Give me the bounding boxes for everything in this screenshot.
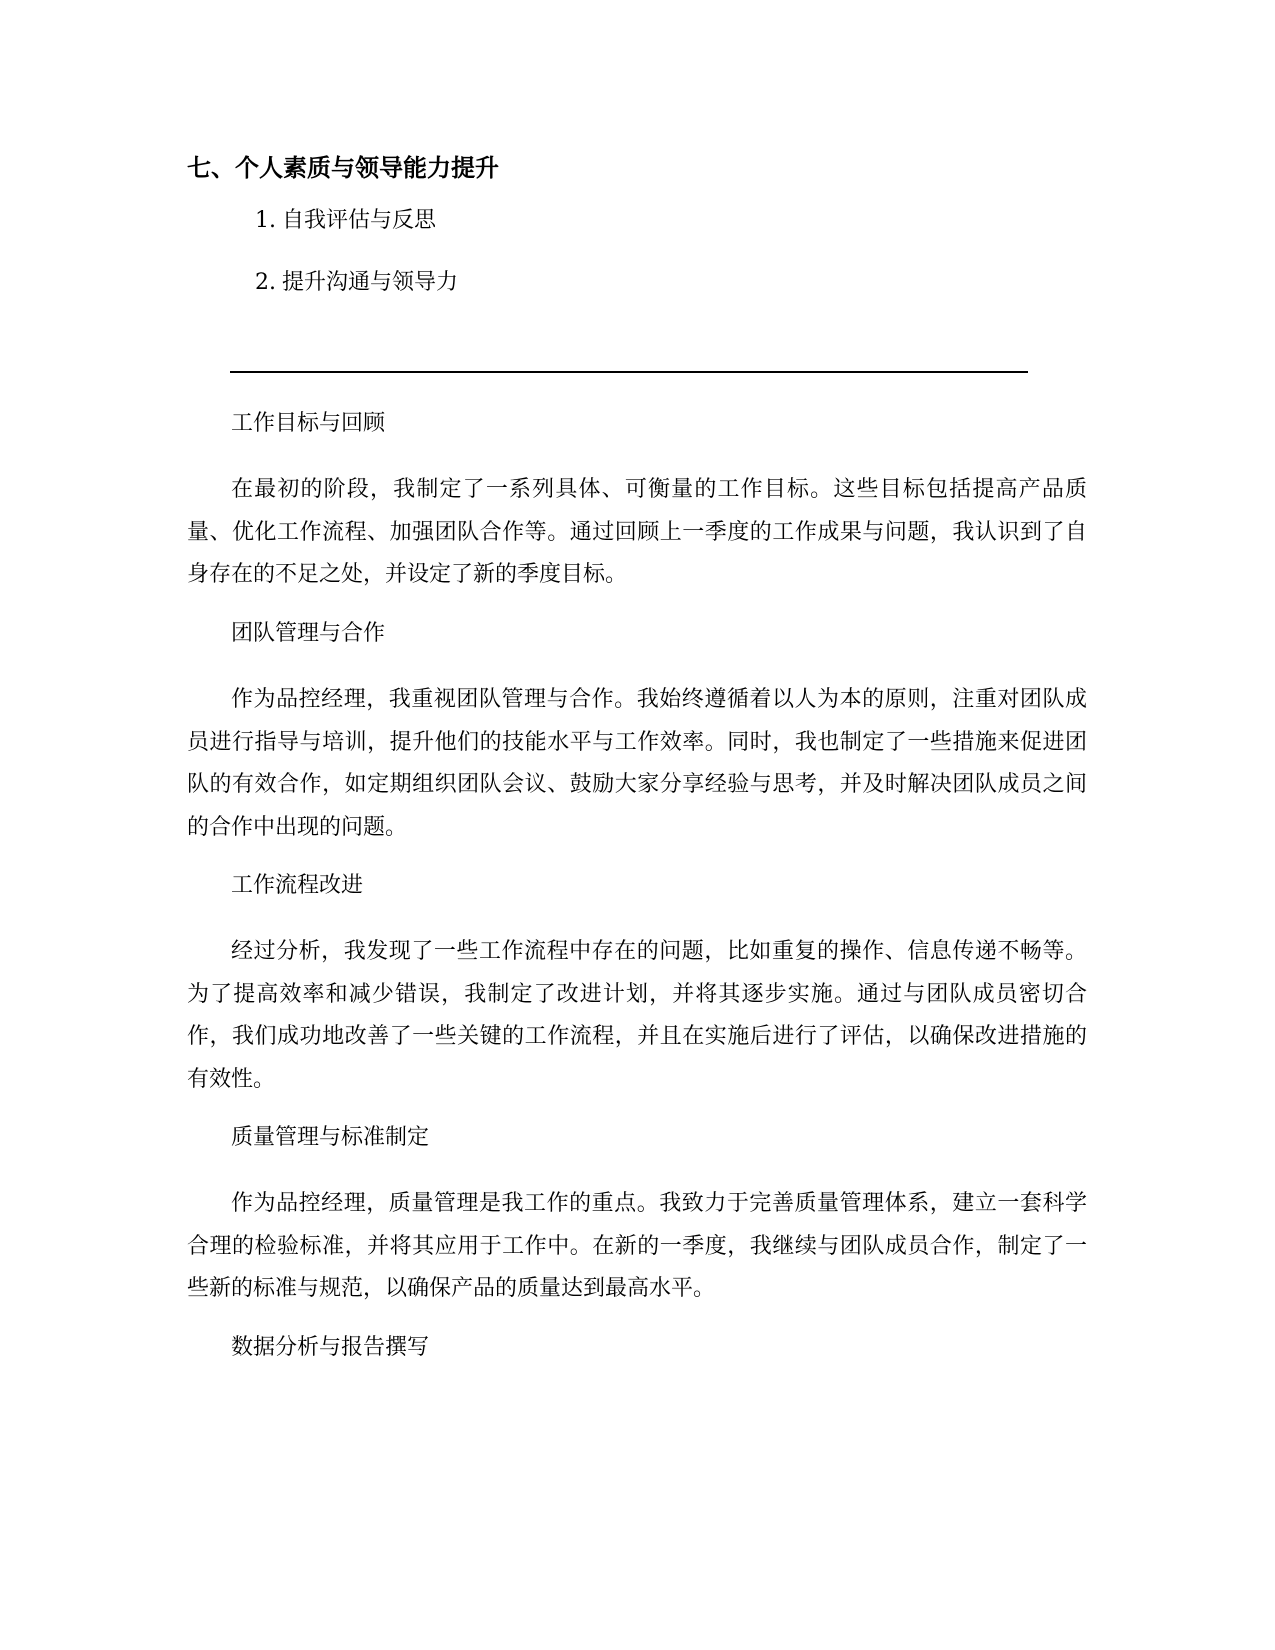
horizontal-rule [230,371,1028,373]
list-item-number: 2. [255,270,276,295]
section-heading: 七、个人素质与领导能力提升 [187,154,499,182]
list-item [255,205,436,237]
section-paragraph: 在最初的阶段，我制定了一系列具体、可衡量的工作目标。这些目标包括提高产品质量、优化工作流程、加强团队合作等。通过回顾上一季度的工作成果与问题，我认识到了自身存在的不足之处，并设定了新的季度目标。 [187,477,1087,587]
section-paragraph: 作为品控经理，我重视团队管理与合作。我始终遵循着以人为本的原则，注重对团队成员进行指导与培训，提升他们的技能水平与工作效率。同时，我也制定了一些措施来促进团队的有效合作，如定期组织团队会议、鼓励大家分享经验与思考，并及时解决团队成员之间的合作中出现的问题。 [187,687,1087,840]
section-title: 工作目标与回顾 [231,411,386,436]
list-item [255,267,458,299]
section-paragraph: 经过分析，我发现了一些工作流程中存在的问题，比如重复的操作、信息传递不畅等。为了提高效率和减少错误，我制定了改进计划，并将其逐步实施。通过与团队成员密切合作，我们成功地改善了一些关键的工作流程，并且在实施后进行了评估，以确保改进措施的有效性。 [187,939,1087,1092]
section-title: 团队管理与合作 [231,621,386,646]
section-title: 数据分析与报告撰写 [231,1335,430,1360]
section-title: 质量管理与标准制定 [231,1125,430,1150]
list-item-text: 提升沟通与领导力 [282,270,459,295]
list-item-text: 自我评估与反思 [282,208,437,233]
section-paragraph: 作为品控经理，质量管理是我工作的重点。我致力于完善质量管理体系，建立一套科学合理的检验标准，并将其应用于工作中。在新的一季度，我继续与团队成员合作，制定了一些新的标准与规范，以确保产品的质量达到最高水平。 [187,1191,1087,1301]
section-title: 工作流程改进 [231,873,364,898]
list-item-number: 1. [255,208,276,233]
